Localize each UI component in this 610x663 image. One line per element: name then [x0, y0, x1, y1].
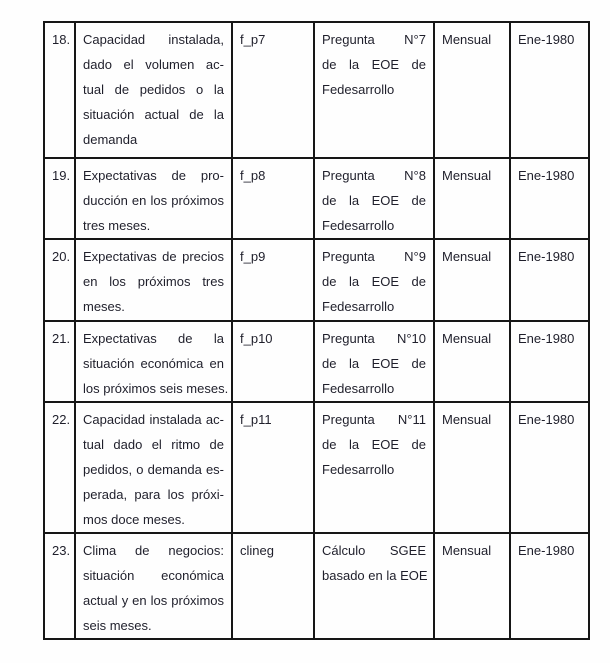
description-cell: [75, 158, 232, 239]
variable-name-cell: f_p10: [232, 321, 314, 402]
start-date-cell: Ene-1980: [510, 239, 589, 321]
start-date-cell: Ene-1980: [510, 402, 589, 533]
frequency-cell: Mensual: [434, 22, 510, 158]
variable-name-cell: f_p11: [232, 402, 314, 533]
source-text: Pregunta N°7 de la EOE de Fedesarrollo: [322, 32, 426, 97]
frequency-cell: Mensual: [434, 321, 510, 402]
table-row: [44, 533, 589, 639]
description-cell: [75, 239, 232, 321]
table-row: [44, 321, 589, 402]
row-number: 20.: [44, 239, 75, 321]
variable-name-cell: f_p9: [232, 239, 314, 321]
table-row: [44, 158, 589, 239]
source-text: Pregunta N°9 de la EOE de Fedesarrollo: [322, 249, 426, 314]
variable-name-cell: f_p7: [232, 22, 314, 158]
source-cell: [314, 22, 434, 158]
frequency-cell: Mensual: [434, 402, 510, 533]
variables-table: [43, 21, 590, 640]
description-cell: [75, 402, 232, 533]
description-text: Clima de negocios: situación económica actual y en los próximos seis meses.: [83, 543, 224, 633]
table-row: [44, 239, 589, 321]
source-cell: [314, 402, 434, 533]
row-number: 21.: [44, 321, 75, 402]
row-number: 22.: [44, 402, 75, 533]
start-date-cell: Ene-1980: [510, 321, 589, 402]
frequency-cell: Mensual: [434, 158, 510, 239]
frequency-cell: Mensual: [434, 533, 510, 639]
source-cell: [314, 239, 434, 321]
source-cell: [314, 533, 434, 639]
source-cell: [314, 158, 434, 239]
description-text: Capacidad instalada ac- tual dado el ritmo de pedidos, o demanda es- perada, para los próxi- mos doce meses.: [83, 412, 224, 527]
variable-name-cell: clineg: [232, 533, 314, 639]
source-cell: [314, 321, 434, 402]
start-date-cell: Ene-1980: [510, 158, 589, 239]
source-text: Pregunta N°8 de la EOE de Fedesarrollo: [322, 168, 426, 233]
table-row: [44, 22, 589, 158]
description-text: Capacidad instalada, dado el volumen ac- tual de pedidos o la situación actual de la demanda: [83, 32, 224, 147]
source-text: Cálculo SGEE basado en la EOE: [322, 543, 428, 583]
description-text: Expectativas de la situación económica en los próximos seis meses.: [83, 331, 229, 396]
table-row: [44, 402, 589, 533]
frequency-cell: Mensual: [434, 239, 510, 321]
description-text: Expectativas de precios en los próximos tres meses.: [83, 249, 224, 314]
variable-name-cell: f_p8: [232, 158, 314, 239]
source-text: Pregunta N°10 de la EOE de Fedesarrollo: [322, 331, 426, 396]
source-text: Pregunta N°11 de la EOE de Fedesarrollo: [322, 412, 426, 477]
description-cell: [75, 321, 232, 402]
description-cell: [75, 22, 232, 158]
start-date-cell: Ene-1980: [510, 533, 589, 639]
description-text: Expectativas de pro- ducción en los próximos tres meses.: [83, 168, 224, 233]
description-cell: [75, 533, 232, 639]
row-number: 18.: [44, 22, 75, 158]
row-number: 23.: [44, 533, 75, 639]
start-date-cell: Ene-1980: [510, 22, 589, 158]
row-number: 19.: [44, 158, 75, 239]
